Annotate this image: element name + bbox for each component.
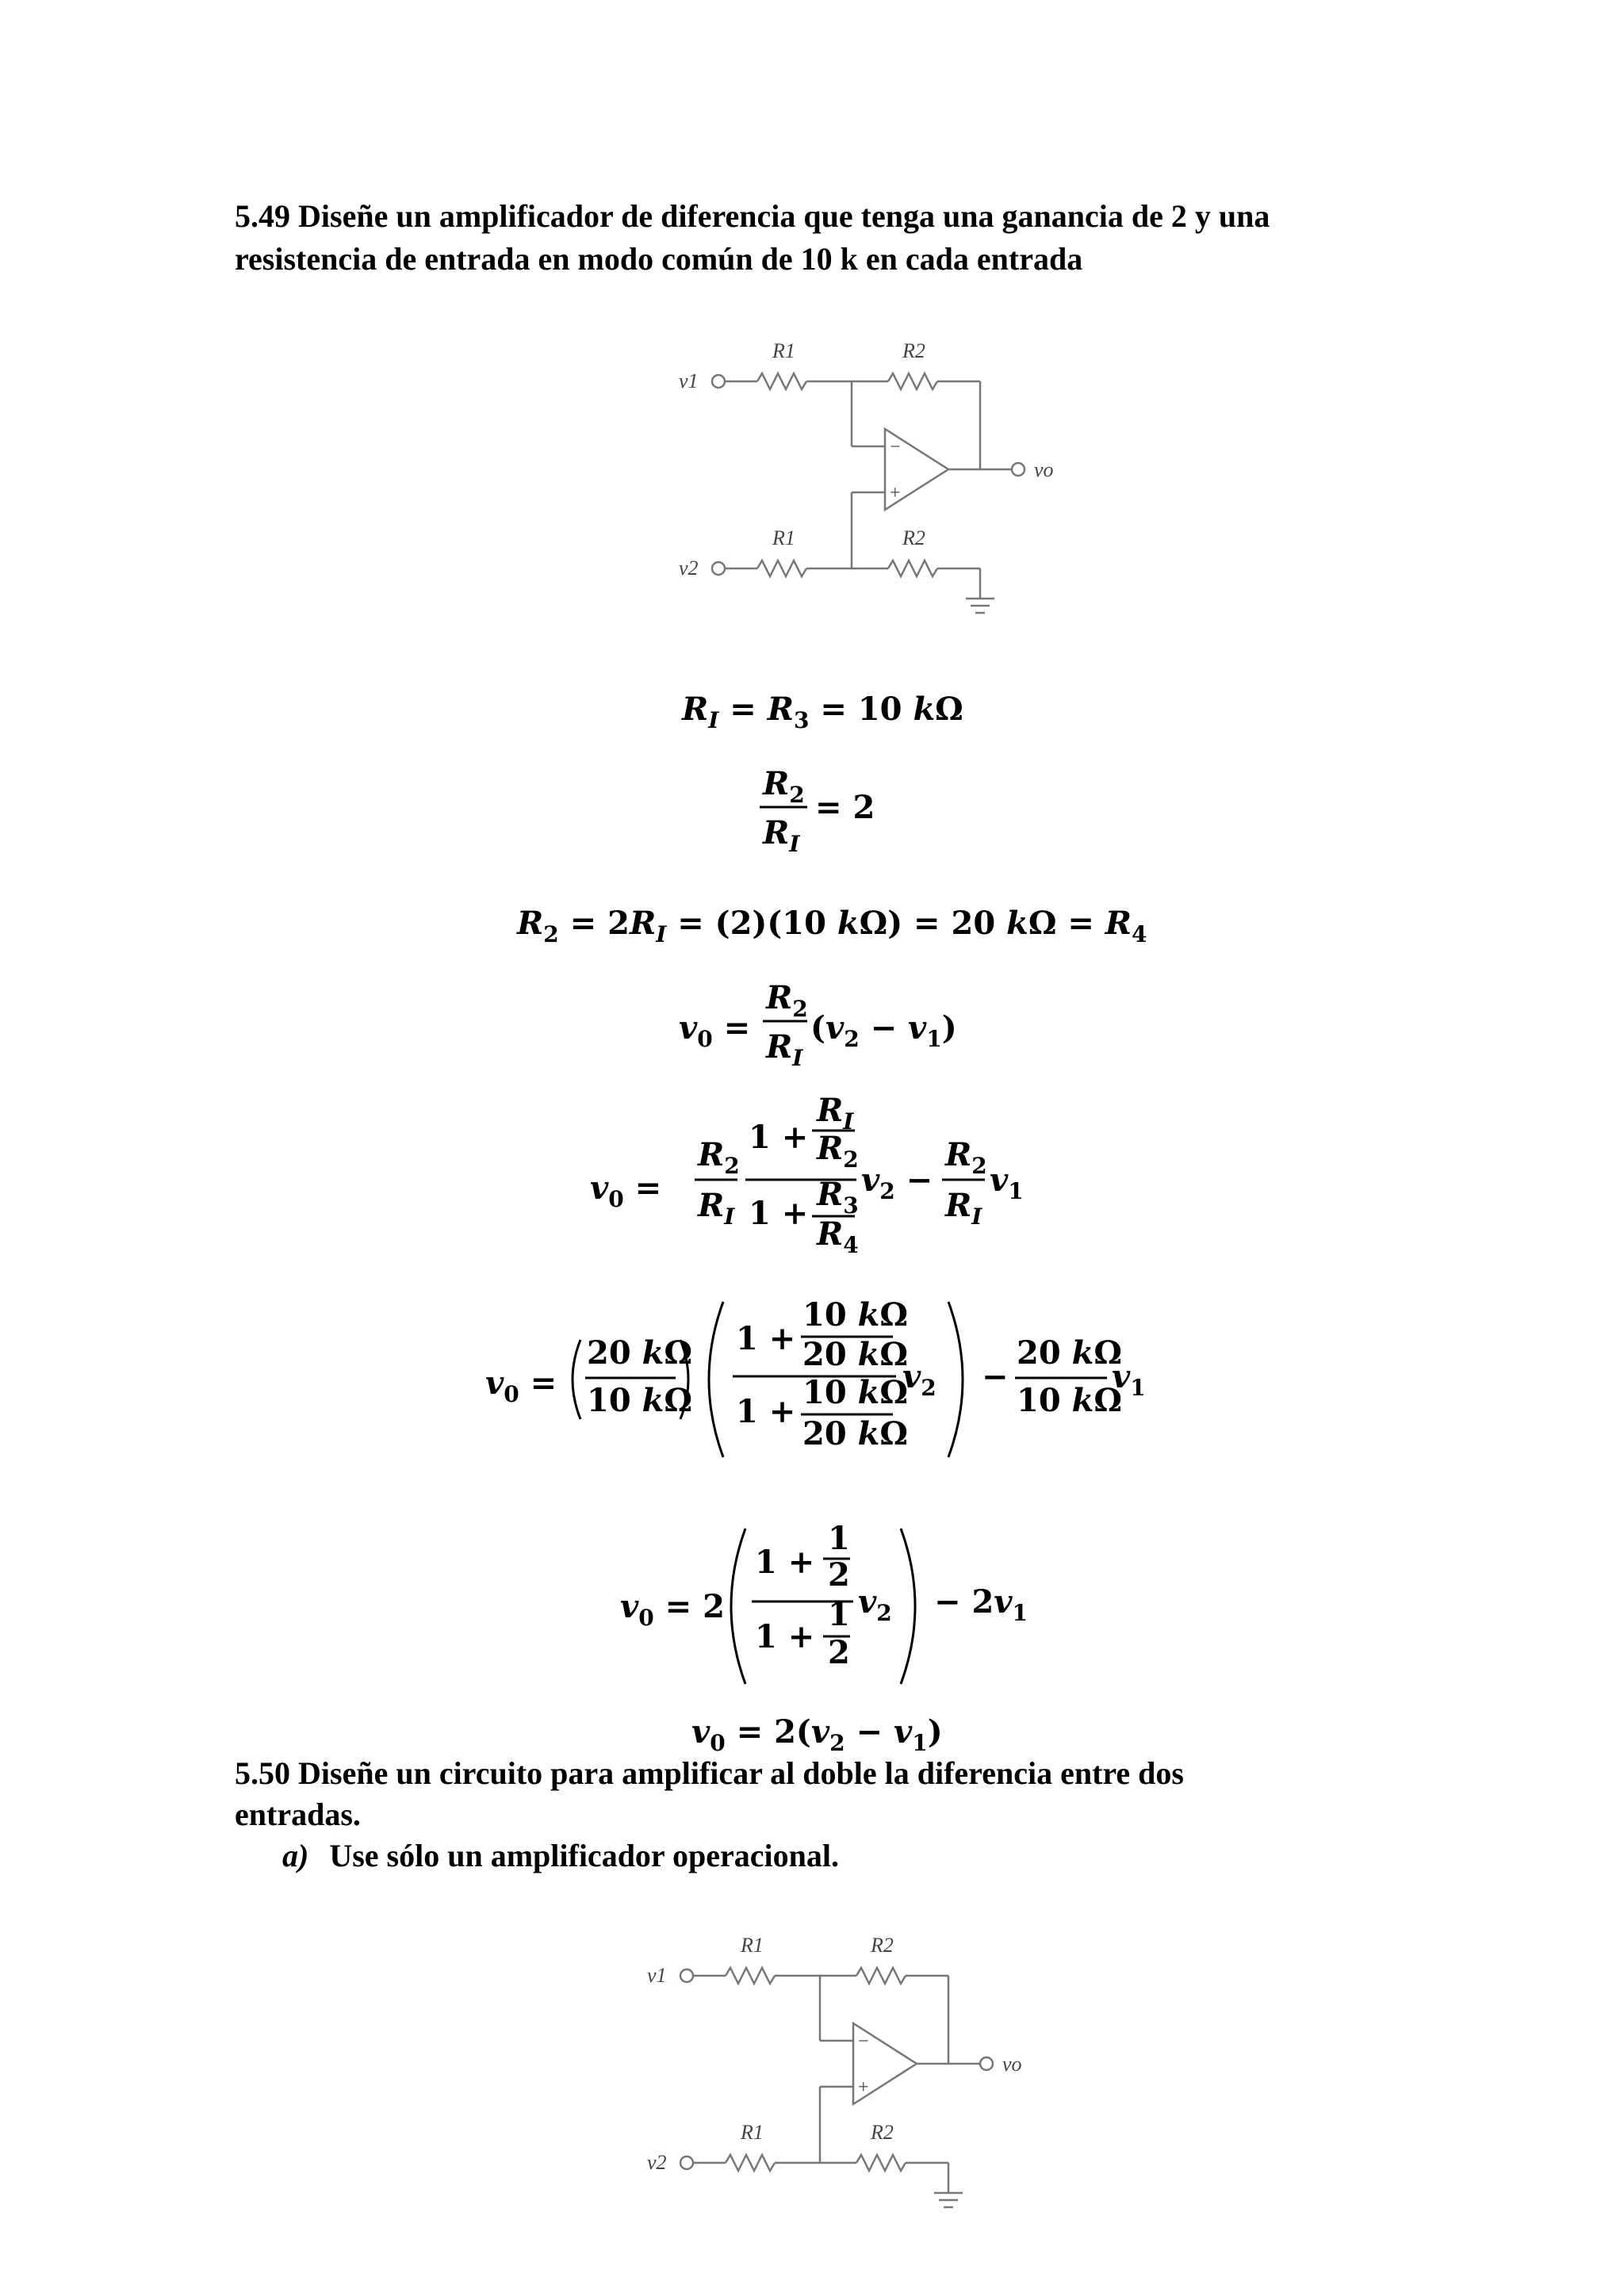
svg-text:RI: $R_I$ xyxy=(817,1097,854,1135)
equation-8-render xyxy=(0,1708,1624,1755)
part-a-label: a) xyxy=(282,1838,309,1873)
svg-text:v2: $v_2$ xyxy=(902,1358,936,1401)
svg-text:1 +: 1 + xyxy=(755,1544,815,1581)
equation-1 xyxy=(0,680,1624,736)
svg-text:1 +: 1 + xyxy=(749,1119,809,1156)
input-v1-label: v1 xyxy=(647,1964,667,1987)
svg-text:−: − xyxy=(982,1358,1009,1395)
resistor-r2-top-label: R2 xyxy=(902,339,925,362)
svg-text:v0 =: $v_0$ = xyxy=(679,1009,751,1052)
svg-text:R2: $R_2$ xyxy=(817,1130,859,1173)
problem-5-49-title-line1: 5.49 Diseñe un amplificador de diferencia que tenga una ganancia de 2 y una xyxy=(235,198,1270,234)
opamp-minus-sign: − xyxy=(858,2031,869,2052)
svg-text:20 kΩ: 20 kΩ xyxy=(802,1415,908,1452)
svg-text:10 kΩ: 10 kΩ xyxy=(1017,1382,1122,1419)
equation-2-render xyxy=(0,758,1624,861)
input-v2-label: v2 xyxy=(679,557,699,580)
svg-text:10 kΩ: 10 kΩ xyxy=(802,1374,908,1411)
input-v2-label: v2 xyxy=(647,2151,667,2174)
svg-text:R3: $R_3$ xyxy=(817,1176,859,1219)
problem-5-49-title-line2: resistencia de entrada en modo común de 10 k en cada entrada xyxy=(235,241,1083,277)
resistor-r1-bottom-label: R1 xyxy=(741,2121,764,2144)
svg-text:2: 2 xyxy=(828,1556,850,1594)
svg-text:1 +: 1 + xyxy=(749,1195,809,1232)
resistor-r2-bottom-label: R2 xyxy=(871,2121,894,2144)
svg-text:− 2v1: − $2v_1$ xyxy=(934,1583,1028,1626)
difference-amplifier-circuit-1 xyxy=(650,329,1094,630)
input-v1-label: v1 xyxy=(679,369,699,392)
svg-text:v0 =: $v_0$ = xyxy=(590,1169,662,1212)
svg-text:R2: $R_2$ xyxy=(763,765,805,808)
opamp-plus-sign: + xyxy=(858,2077,869,2098)
problem-5-50-part-a xyxy=(282,1835,839,1877)
svg-text:v0 =: $v_0$ = xyxy=(485,1364,557,1407)
svg-text:RI: $R_I$ xyxy=(763,814,800,857)
equation-7-render xyxy=(0,1521,1624,1695)
svg-text:RI: $R_I$ xyxy=(766,1028,803,1071)
svg-text:R2: $R_2$ xyxy=(698,1136,740,1179)
resistor-r1-bottom-label: R1 xyxy=(772,526,795,549)
svg-text:R2: $R_2$ xyxy=(945,1136,987,1179)
svg-text:1 +: 1 + xyxy=(755,1618,815,1655)
svg-text:20 kΩ: 20 kΩ xyxy=(802,1336,908,1373)
svg-text:RI = R3 = 10 kΩ: $R_I = R_3 = 10$ kΩ xyxy=(682,691,963,733)
problem-5-50-title-line2: entradas. xyxy=(235,1797,361,1832)
resistor-r1-top-label: R1 xyxy=(741,1934,764,1957)
equation-6-render xyxy=(0,1294,1624,1468)
svg-text:v2: $v_2$ xyxy=(858,1583,892,1626)
svg-text:v0 = 2(v2 − v1): $v_0 = 2(v_2 - v_1)$ xyxy=(691,1713,943,1755)
svg-text:R4: $R_4$ xyxy=(817,1215,859,1258)
svg-text:1: 1 xyxy=(828,1596,850,1633)
svg-text:1 +: 1 + xyxy=(736,1393,796,1430)
svg-text:v1: $v_1$ xyxy=(990,1161,1024,1204)
svg-text:v1: $v_1$ xyxy=(1112,1358,1146,1401)
equation-6 xyxy=(0,1294,1624,1468)
equation-4-render xyxy=(0,972,1624,1075)
difference-amplifier-circuit-2 xyxy=(619,1923,1063,2225)
resistor-r2-bottom-label: R2 xyxy=(902,526,925,549)
output-vo-label: vo xyxy=(1034,458,1054,481)
equation-7 xyxy=(0,1521,1624,1695)
svg-text:(v2 − v1): $(v_2 - v_1)$ xyxy=(810,1009,957,1052)
output-vo-label: vo xyxy=(1002,2053,1022,2076)
equation-3 xyxy=(0,894,1624,950)
svg-text:v0 = 2: $v_0 = 2$ xyxy=(620,1588,725,1631)
equation-4 xyxy=(0,972,1624,1075)
svg-text:10 kΩ: 10 kΩ xyxy=(802,1296,908,1334)
equation-5-render xyxy=(0,1097,1624,1272)
svg-text:20 kΩ: 20 kΩ xyxy=(587,1334,692,1372)
equation-2 xyxy=(0,758,1624,861)
svg-text:v2 −: $v_2$ − xyxy=(861,1161,933,1204)
svg-text:20 kΩ: 20 kΩ xyxy=(1017,1334,1122,1372)
svg-text:RI: $R_I$ xyxy=(698,1187,735,1230)
part-a-text: Use sólo un amplificador operacional. xyxy=(329,1838,839,1873)
equation-5 xyxy=(0,1097,1624,1272)
svg-text:RI: $R_I$ xyxy=(945,1187,982,1230)
equation-8 xyxy=(0,1708,1624,1755)
svg-text:1: 1 xyxy=(828,1521,850,1557)
equation-3-render xyxy=(0,894,1624,950)
svg-text:R2: $R_2$ xyxy=(766,979,808,1022)
svg-text:= 2: = 2 xyxy=(815,789,875,826)
equation-1-render xyxy=(0,680,1624,736)
problem-5-50-title-line1: 5.50 Diseñe un circuito para amplificar al doble la diferencia entre dos xyxy=(235,1755,1184,1791)
resistor-r2-top-label: R2 xyxy=(871,1934,894,1957)
opamp-plus-sign: + xyxy=(890,483,901,503)
opamp-minus-sign: − xyxy=(890,437,901,457)
svg-text:R2 = 2RI = (2)(10 kΩ) = 20 kΩ: $R_2 = 2R_I = (2)(10$ kΩ) = 20 $k\Omega = R_4$ xyxy=(517,905,1147,947)
resistor-r1-top-label: R1 xyxy=(772,339,795,362)
svg-text:2: 2 xyxy=(828,1634,850,1671)
svg-text:1 +: 1 + xyxy=(736,1320,796,1357)
svg-text:10 kΩ: 10 kΩ xyxy=(587,1382,692,1419)
